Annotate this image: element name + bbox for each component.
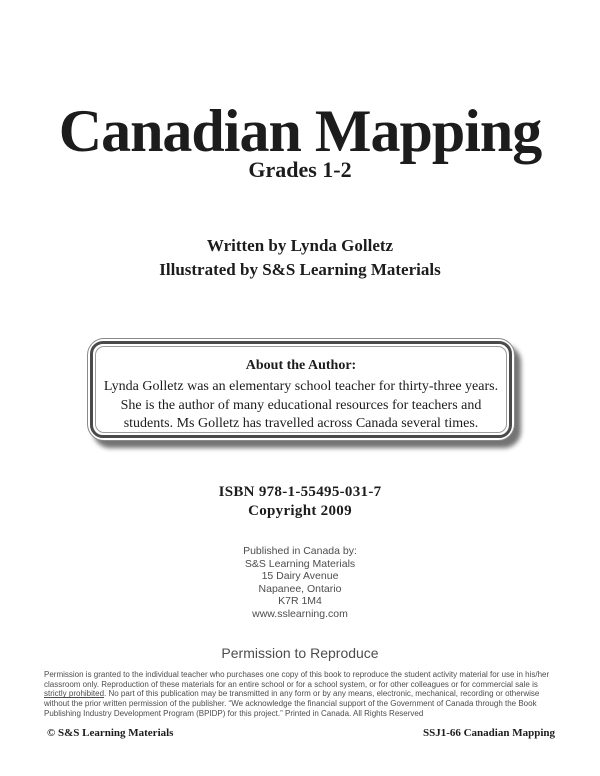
- copyright-line: Copyright 2009: [248, 502, 352, 519]
- about-author-line: She is the author of many educational resources for teachers and: [120, 397, 482, 413]
- publisher-line: Published in Canada by:: [243, 545, 357, 557]
- about-author-line: students. Ms Golletz has travelled across Canada several times.: [123, 416, 479, 431]
- about-author-box: [87, 338, 515, 441]
- permission-underlined-phrase: strictly prohibited: [44, 689, 105, 699]
- page-title: Canadian Mapping: [58, 98, 542, 165]
- permission-paragraph: [44, 670, 557, 719]
- about-author-box-inner: [95, 346, 507, 433]
- permission-text-before: Permission is granted to the individual teacher who purchases one copy of this book to reproduce the student activity material for use in his/her classroom only. Reproduction of these materials for an entire school or for a school system, or for other colleagues or for commercial sale is: [44, 670, 550, 689]
- publisher-address-block: [0, 545, 600, 620]
- about-author-heading: About the Author:: [245, 358, 357, 373]
- page-footer: [47, 727, 555, 739]
- isbn-line: ISBN 978-1-55495-031-7: [218, 484, 382, 500]
- publisher-website: www.sslearning.com: [252, 607, 348, 620]
- grade-level: Grades 1-2: [248, 157, 352, 182]
- footer-copyright: © S&S Learning Materials: [47, 727, 174, 739]
- about-author-line: Lynda Golletz was an elementary school teacher for thirty-three years.: [103, 379, 499, 394]
- footer-product-code: SSJ1-66 Canadian Mapping: [422, 727, 555, 739]
- byline-block: [0, 234, 600, 282]
- about-author-box-frame: [90, 341, 512, 438]
- written-by-line: Written by Lynda Golletz: [206, 236, 394, 255]
- publisher-line: Napanee, Ontario: [258, 582, 342, 595]
- publisher-line: 15 Dairy Avenue: [261, 570, 339, 582]
- isbn-copyright-block: [0, 483, 600, 521]
- publisher-line: S&S Learning Materials: [244, 557, 356, 570]
- publisher-line: K7R 1M4: [278, 595, 322, 607]
- permission-text-after: . No part of this publication may be transmitted in any form or by any means, electronic, mechanical, recording or otherwise without the prior written permission of the publisher. “We acknowledge the financial support of the Government of Canada through the Book Publishing Industry Development Program (BPIDP) for this project.” Printed in Canada. All Rights Reserved: [44, 689, 540, 718]
- illustrated-by-line: Illustrated by S&S Learning Materials: [159, 259, 441, 279]
- permission-heading: Permission to Reproduce: [221, 645, 379, 661]
